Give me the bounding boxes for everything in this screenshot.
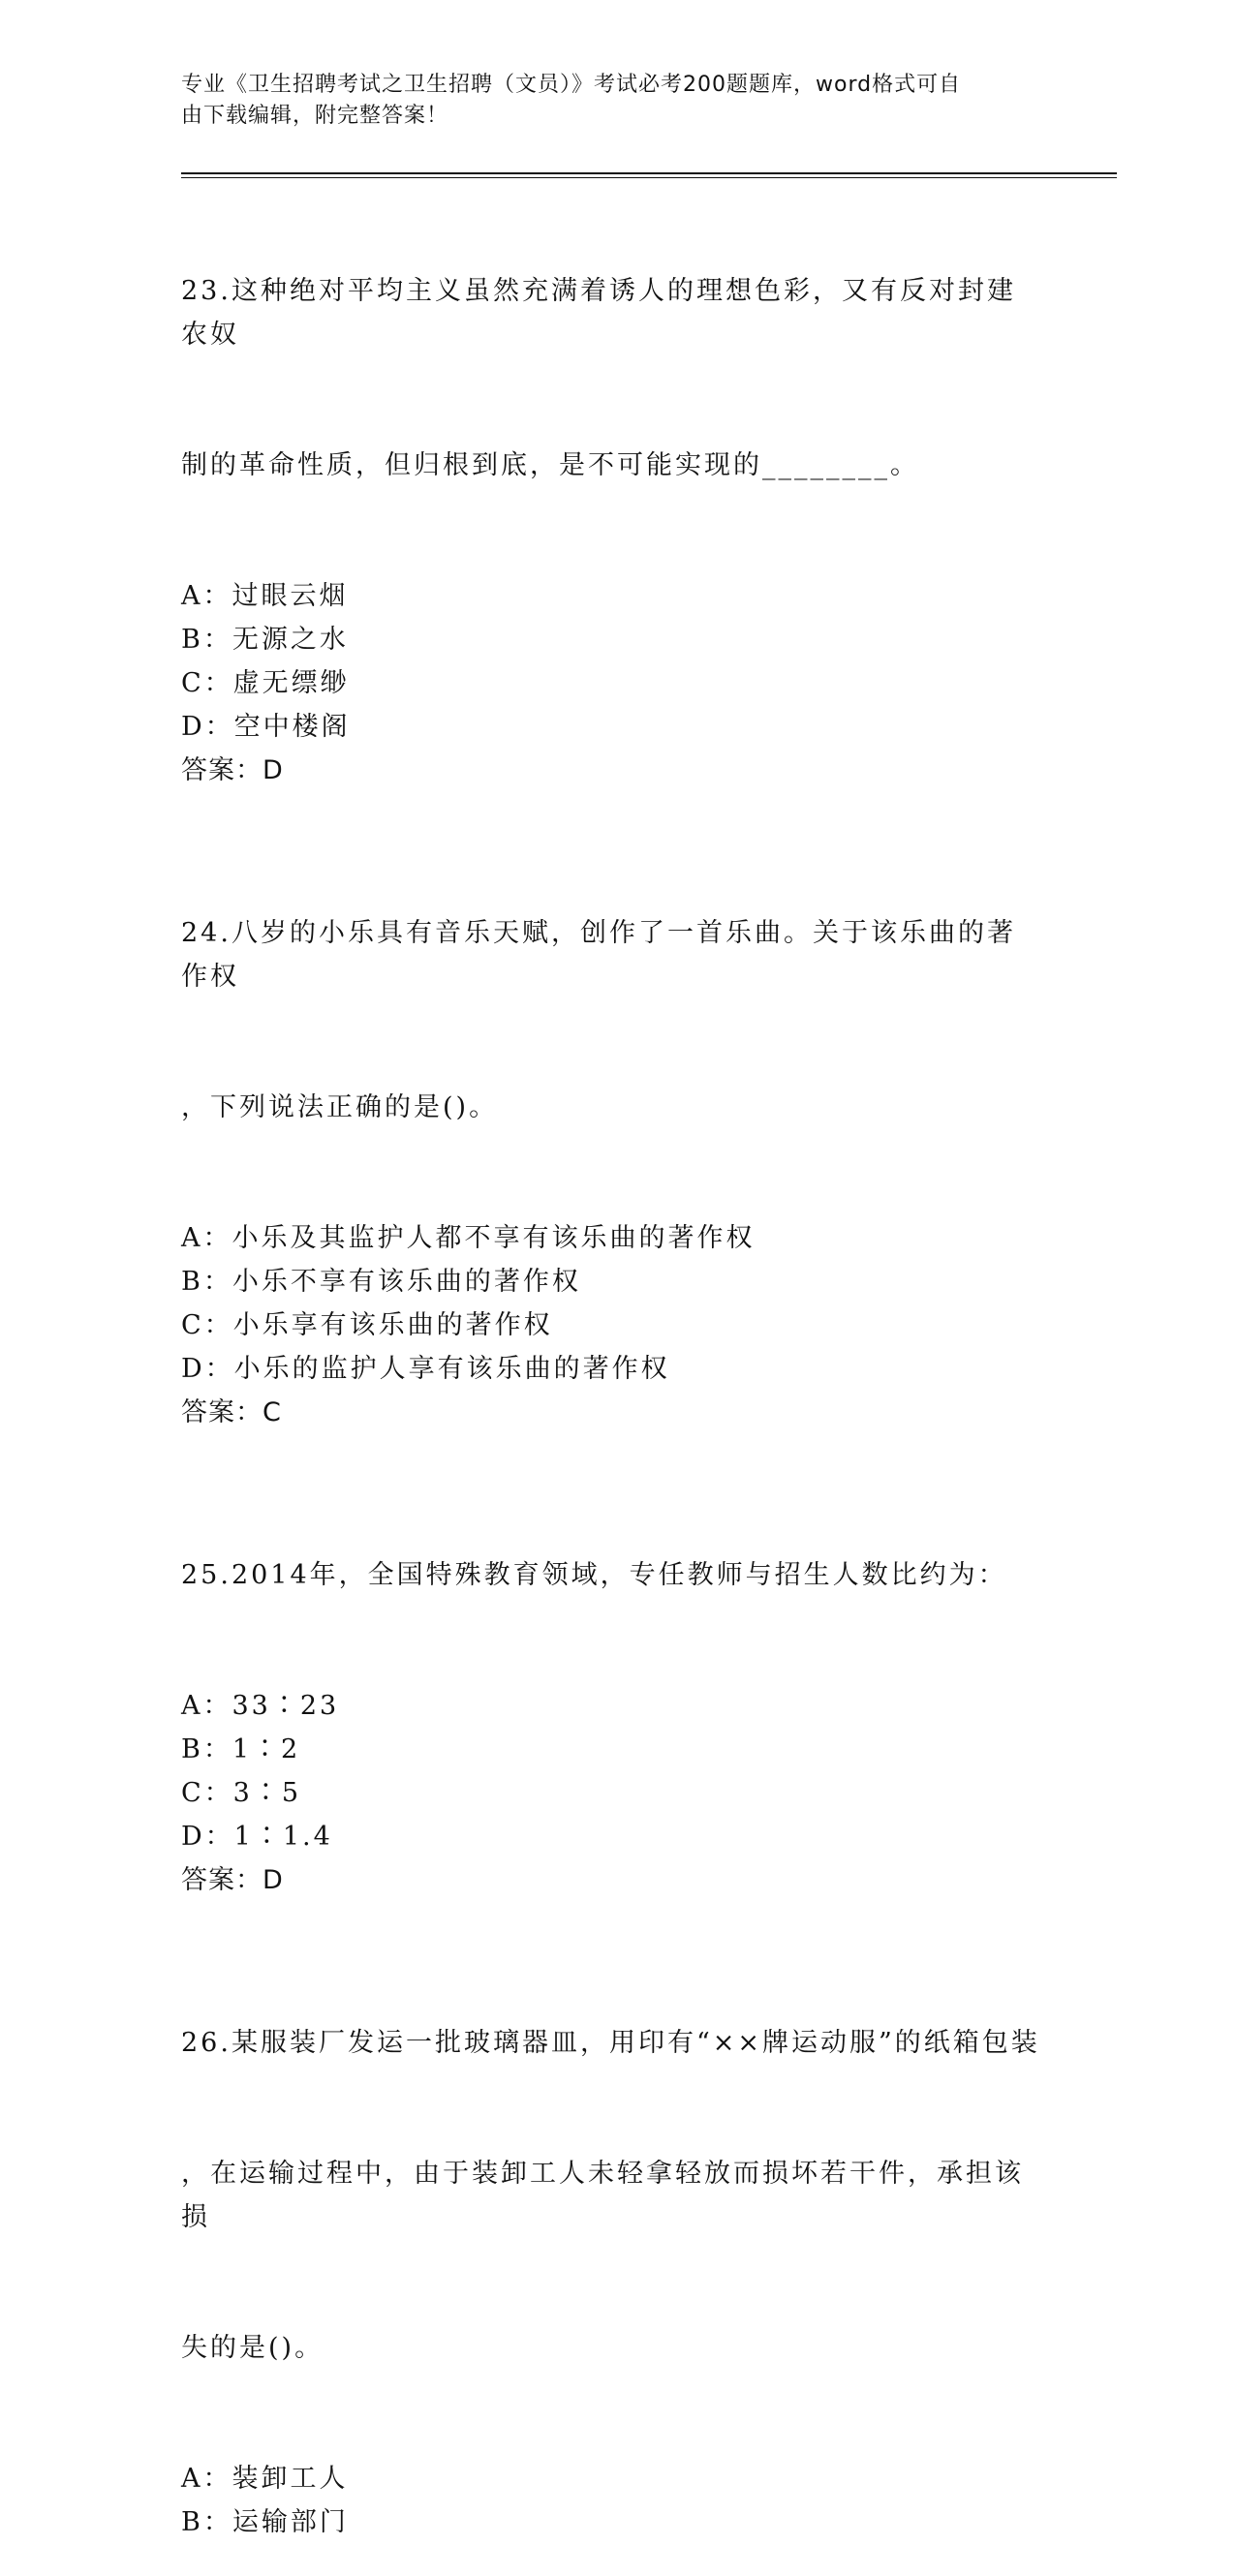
stem-line: ，下列说法正确的是()。 bbox=[181, 1092, 499, 1122]
question-list bbox=[181, 182, 1043, 2576]
option-c: C：虚无缥缈 bbox=[181, 668, 350, 698]
question-25 bbox=[181, 1466, 1043, 1902]
question-stem bbox=[181, 824, 1043, 1216]
document-header bbox=[181, 70, 1034, 132]
stem-line: 失的是()。 bbox=[181, 2333, 324, 2363]
option-c: C：3∶5 bbox=[181, 1778, 302, 1808]
stem-line: 25.2014年，全国特殊教育领域，专任教师与招生人数比约为： bbox=[181, 1560, 1007, 1590]
answer-text: 答案：D bbox=[181, 755, 284, 785]
question-stem bbox=[181, 182, 1043, 574]
option-d: D：小乐的监护人享有该乐曲的著作权 bbox=[181, 1354, 670, 1384]
question-stem bbox=[181, 1466, 1043, 1684]
option-a: A：33∶23 bbox=[181, 1691, 340, 1721]
option-b: B：1∶2 bbox=[181, 1734, 301, 1764]
answer-text: 答案：C bbox=[181, 1397, 282, 1427]
question-23 bbox=[181, 182, 1043, 792]
option-b: B：小乐不享有该乐曲的著作权 bbox=[181, 1267, 581, 1297]
stem-line: 24.八岁的小乐具有音乐天赋，创作了一首乐曲。关于该乐曲的著作权 bbox=[181, 918, 1016, 992]
option-c: C：小乐享有该乐曲的著作权 bbox=[181, 1310, 553, 1340]
stem-line: ，在运输过程中，由于装卸工人未轻拿轻放而损坏若干件，承担该损 bbox=[181, 2159, 1024, 2232]
option-a: A：装卸工人 bbox=[181, 2464, 349, 2494]
option-d: D：空中楼阁 bbox=[181, 712, 351, 742]
header-divider-thin bbox=[181, 177, 1117, 178]
option-d: D：1∶1.4 bbox=[181, 1822, 333, 1852]
question-26 bbox=[181, 1934, 1043, 2544]
option-b: B：无源之水 bbox=[181, 625, 349, 655]
header-divider bbox=[181, 172, 1117, 174]
answer-text: 答案：D bbox=[181, 1865, 284, 1895]
option-a: A：小乐及其监护人都不享有该乐曲的著作权 bbox=[181, 1223, 756, 1253]
stem-line: 23.这种绝对平均主义虽然充满着诱人的理想色彩，又有反对封建农奴 bbox=[181, 276, 1016, 350]
question-24 bbox=[181, 824, 1043, 1434]
header-line: 由下载编辑，附完整答案！ bbox=[181, 104, 449, 128]
stem-line: 26.某服装厂发运一批玻璃器皿，用印有“××牌运动服”的纸箱包装 bbox=[181, 2028, 1040, 2058]
header-line: 专业《卫生招聘考试之卫生招聘（文员）》考试必考200题题库，word格式可自 bbox=[181, 73, 962, 97]
question-stem bbox=[181, 1934, 1043, 2457]
option-b: B：运输部门 bbox=[181, 2507, 349, 2537]
stem-line: 制的革命性质，但归根到底，是不可能实现的________。 bbox=[181, 450, 919, 480]
option-a: A：过眼云烟 bbox=[181, 581, 349, 611]
